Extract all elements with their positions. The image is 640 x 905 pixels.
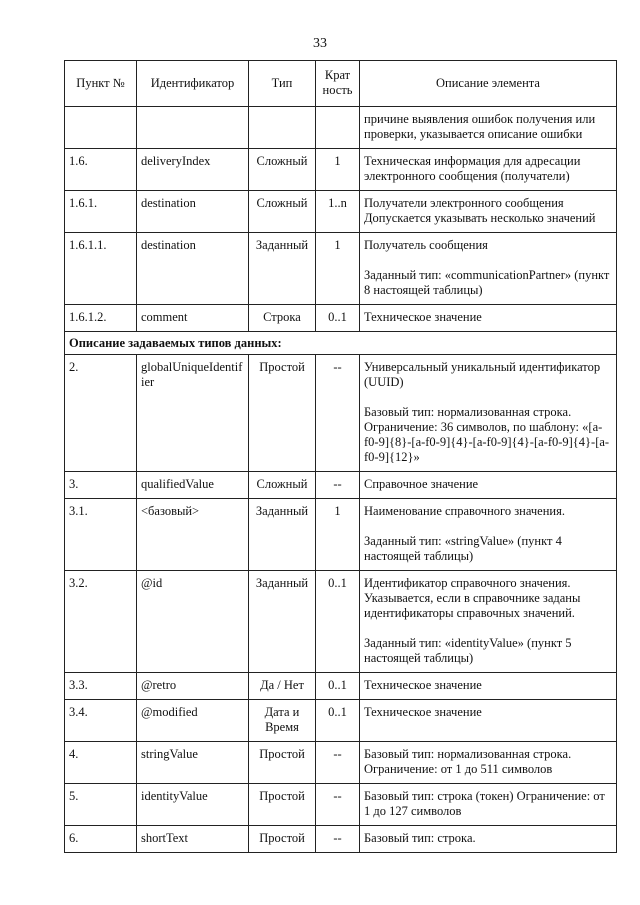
cell-num: 1.6.1.1. bbox=[65, 233, 137, 305]
description-paragraph: Техническое значение bbox=[364, 678, 482, 692]
cell-type: Простой bbox=[249, 826, 316, 853]
cell-num bbox=[65, 107, 137, 149]
cell-identifier: @modified bbox=[137, 700, 249, 742]
section-row bbox=[65, 332, 617, 355]
description-paragraph: Базовый тип: нормализованная строка. Ограничение: 36 символов, по шаблону: «[a-f0-9]{8}-[a-f0-9]{4}-[a-f0-9]{4}-[a-f0-9]{4}-[a-f0-9]{12}» bbox=[364, 405, 610, 464]
description-paragraph: Заданный тип: «stringValue» (пункт 4 настоящей таблицы) bbox=[364, 534, 562, 563]
cell-type: Заданный bbox=[249, 233, 316, 305]
table-row bbox=[65, 149, 617, 191]
cell-num: 1.6.1.2. bbox=[65, 305, 137, 332]
cell-multiplicity: -- bbox=[316, 472, 360, 499]
cell-multiplicity: 0..1 bbox=[316, 571, 360, 673]
section-title: Описание задаваемых типов данных: bbox=[65, 332, 617, 355]
cell-num: 6. bbox=[65, 826, 137, 853]
cell-description bbox=[360, 149, 617, 191]
header-identifier: Идентификатор bbox=[137, 61, 249, 107]
cell-multiplicity: 1 bbox=[316, 499, 360, 571]
cell-multiplicity: -- bbox=[316, 826, 360, 853]
cell-identifier: qualifiedValue bbox=[137, 472, 249, 499]
cell-description bbox=[360, 472, 617, 499]
page-number: 33 bbox=[313, 36, 327, 51]
description-paragraph: Наименование справочного значения. bbox=[364, 504, 565, 518]
description-paragraph: Получатель сообщения bbox=[364, 238, 488, 252]
description-paragraph: Техническая информация для адресации электронного сообщения (получатели) bbox=[364, 154, 581, 183]
description-paragraph: Заданный тип: «communicationPartner» (пункт 8 настоящей таблицы) bbox=[364, 268, 610, 297]
table-body-elements bbox=[65, 107, 617, 332]
cell-identifier: destination bbox=[137, 191, 249, 233]
cell-type: Простой bbox=[249, 784, 316, 826]
cell-type: Дата и Время bbox=[249, 700, 316, 742]
cell-type: Простой bbox=[249, 355, 316, 472]
cell-type: Простой bbox=[249, 742, 316, 784]
cell-identifier bbox=[137, 107, 249, 149]
cell-multiplicity: 0..1 bbox=[316, 700, 360, 742]
cell-multiplicity: 0..1 bbox=[316, 673, 360, 700]
table-header-row bbox=[65, 61, 617, 107]
cell-multiplicity: 1..n bbox=[316, 191, 360, 233]
cell-identifier: shortText bbox=[137, 826, 249, 853]
cell-identifier: @retro bbox=[137, 673, 249, 700]
cell-description bbox=[360, 700, 617, 742]
cell-identifier: deliveryIndex bbox=[137, 149, 249, 191]
cell-multiplicity: -- bbox=[316, 784, 360, 826]
description-paragraph: Базовый тип: строка. bbox=[364, 831, 476, 845]
cell-multiplicity: 1 bbox=[316, 149, 360, 191]
cell-description bbox=[360, 499, 617, 571]
cell-num: 1.6. bbox=[65, 149, 137, 191]
description-paragraph: Техническое значение bbox=[364, 310, 482, 324]
table-row bbox=[65, 107, 617, 149]
cell-description bbox=[360, 742, 617, 784]
table-row bbox=[65, 191, 617, 233]
table-row bbox=[65, 233, 617, 305]
table-row bbox=[65, 355, 617, 472]
cell-num: 1.6.1. bbox=[65, 191, 137, 233]
cell-description bbox=[360, 191, 617, 233]
description-paragraph: Идентификатор справочного значения. Указывается, если в справочнике заданы идентификаторы справочных значений. bbox=[364, 576, 581, 620]
cell-description bbox=[360, 784, 617, 826]
cell-num: 3. bbox=[65, 472, 137, 499]
header-num: Пункт № bbox=[65, 61, 137, 107]
cell-identifier: <базовый> bbox=[137, 499, 249, 571]
table-row bbox=[65, 499, 617, 571]
header-description: Описание элемента bbox=[360, 61, 617, 107]
cell-description bbox=[360, 826, 617, 853]
table-row bbox=[65, 673, 617, 700]
cell-multiplicity: 1 bbox=[316, 233, 360, 305]
spec-table bbox=[64, 60, 617, 853]
cell-num: 5. bbox=[65, 784, 137, 826]
table-row bbox=[65, 826, 617, 853]
cell-type: Сложный bbox=[249, 191, 316, 233]
cell-type bbox=[249, 107, 316, 149]
cell-num: 3.4. bbox=[65, 700, 137, 742]
cell-description bbox=[360, 107, 617, 149]
description-paragraph: Получатели электронного сообщения Допускается указывать несколько значений bbox=[364, 196, 596, 225]
cell-multiplicity: -- bbox=[316, 355, 360, 472]
cell-multiplicity: 0..1 bbox=[316, 305, 360, 332]
cell-description bbox=[360, 233, 617, 305]
cell-description bbox=[360, 355, 617, 472]
cell-type: Сложный bbox=[249, 472, 316, 499]
cell-multiplicity: -- bbox=[316, 742, 360, 784]
description-paragraph: Универсальный уникальный идентификатор (UUID) bbox=[364, 360, 601, 389]
description-paragraph: причине выявления ошибок получения или проверки, указывается описание ошибки bbox=[364, 112, 596, 141]
cell-num: 3.2. bbox=[65, 571, 137, 673]
cell-description bbox=[360, 305, 617, 332]
cell-type: Заданный bbox=[249, 571, 316, 673]
cell-identifier: @id bbox=[137, 571, 249, 673]
cell-identifier: destination bbox=[137, 233, 249, 305]
cell-type: Да / Нет bbox=[249, 673, 316, 700]
cell-multiplicity bbox=[316, 107, 360, 149]
cell-type: Заданный bbox=[249, 499, 316, 571]
header-multiplicity: Крат ность bbox=[316, 61, 360, 107]
cell-identifier: stringValue bbox=[137, 742, 249, 784]
table-body-types bbox=[65, 355, 617, 853]
table-row bbox=[65, 571, 617, 673]
header-type: Тип bbox=[249, 61, 316, 107]
cell-num: 2. bbox=[65, 355, 137, 472]
description-paragraph: Справочное значение bbox=[364, 477, 479, 491]
description-paragraph: Заданный тип: «identityValue» (пункт 5 настоящей таблицы) bbox=[364, 636, 572, 665]
cell-type: Строка bbox=[249, 305, 316, 332]
cell-identifier: comment bbox=[137, 305, 249, 332]
table-body-section bbox=[65, 332, 617, 355]
cell-identifier: globalUniqueIdentifier bbox=[137, 355, 249, 472]
table-row bbox=[65, 742, 617, 784]
cell-description bbox=[360, 673, 617, 700]
table-row bbox=[65, 700, 617, 742]
cell-num: 3.3. bbox=[65, 673, 137, 700]
cell-identifier: identityValue bbox=[137, 784, 249, 826]
table-row bbox=[65, 305, 617, 332]
cell-description bbox=[360, 571, 617, 673]
cell-num: 3.1. bbox=[65, 499, 137, 571]
description-paragraph: Базовый тип: строка (токен) Ограничение: от 1 до 127 символов bbox=[364, 789, 605, 818]
table-row bbox=[65, 784, 617, 826]
table-row bbox=[65, 472, 617, 499]
cell-num: 4. bbox=[65, 742, 137, 784]
description-paragraph: Техническое значение bbox=[364, 705, 482, 719]
cell-type: Сложный bbox=[249, 149, 316, 191]
description-paragraph: Базовый тип: нормализованная строка. Ограничение: от 1 до 511 символов bbox=[364, 747, 572, 776]
